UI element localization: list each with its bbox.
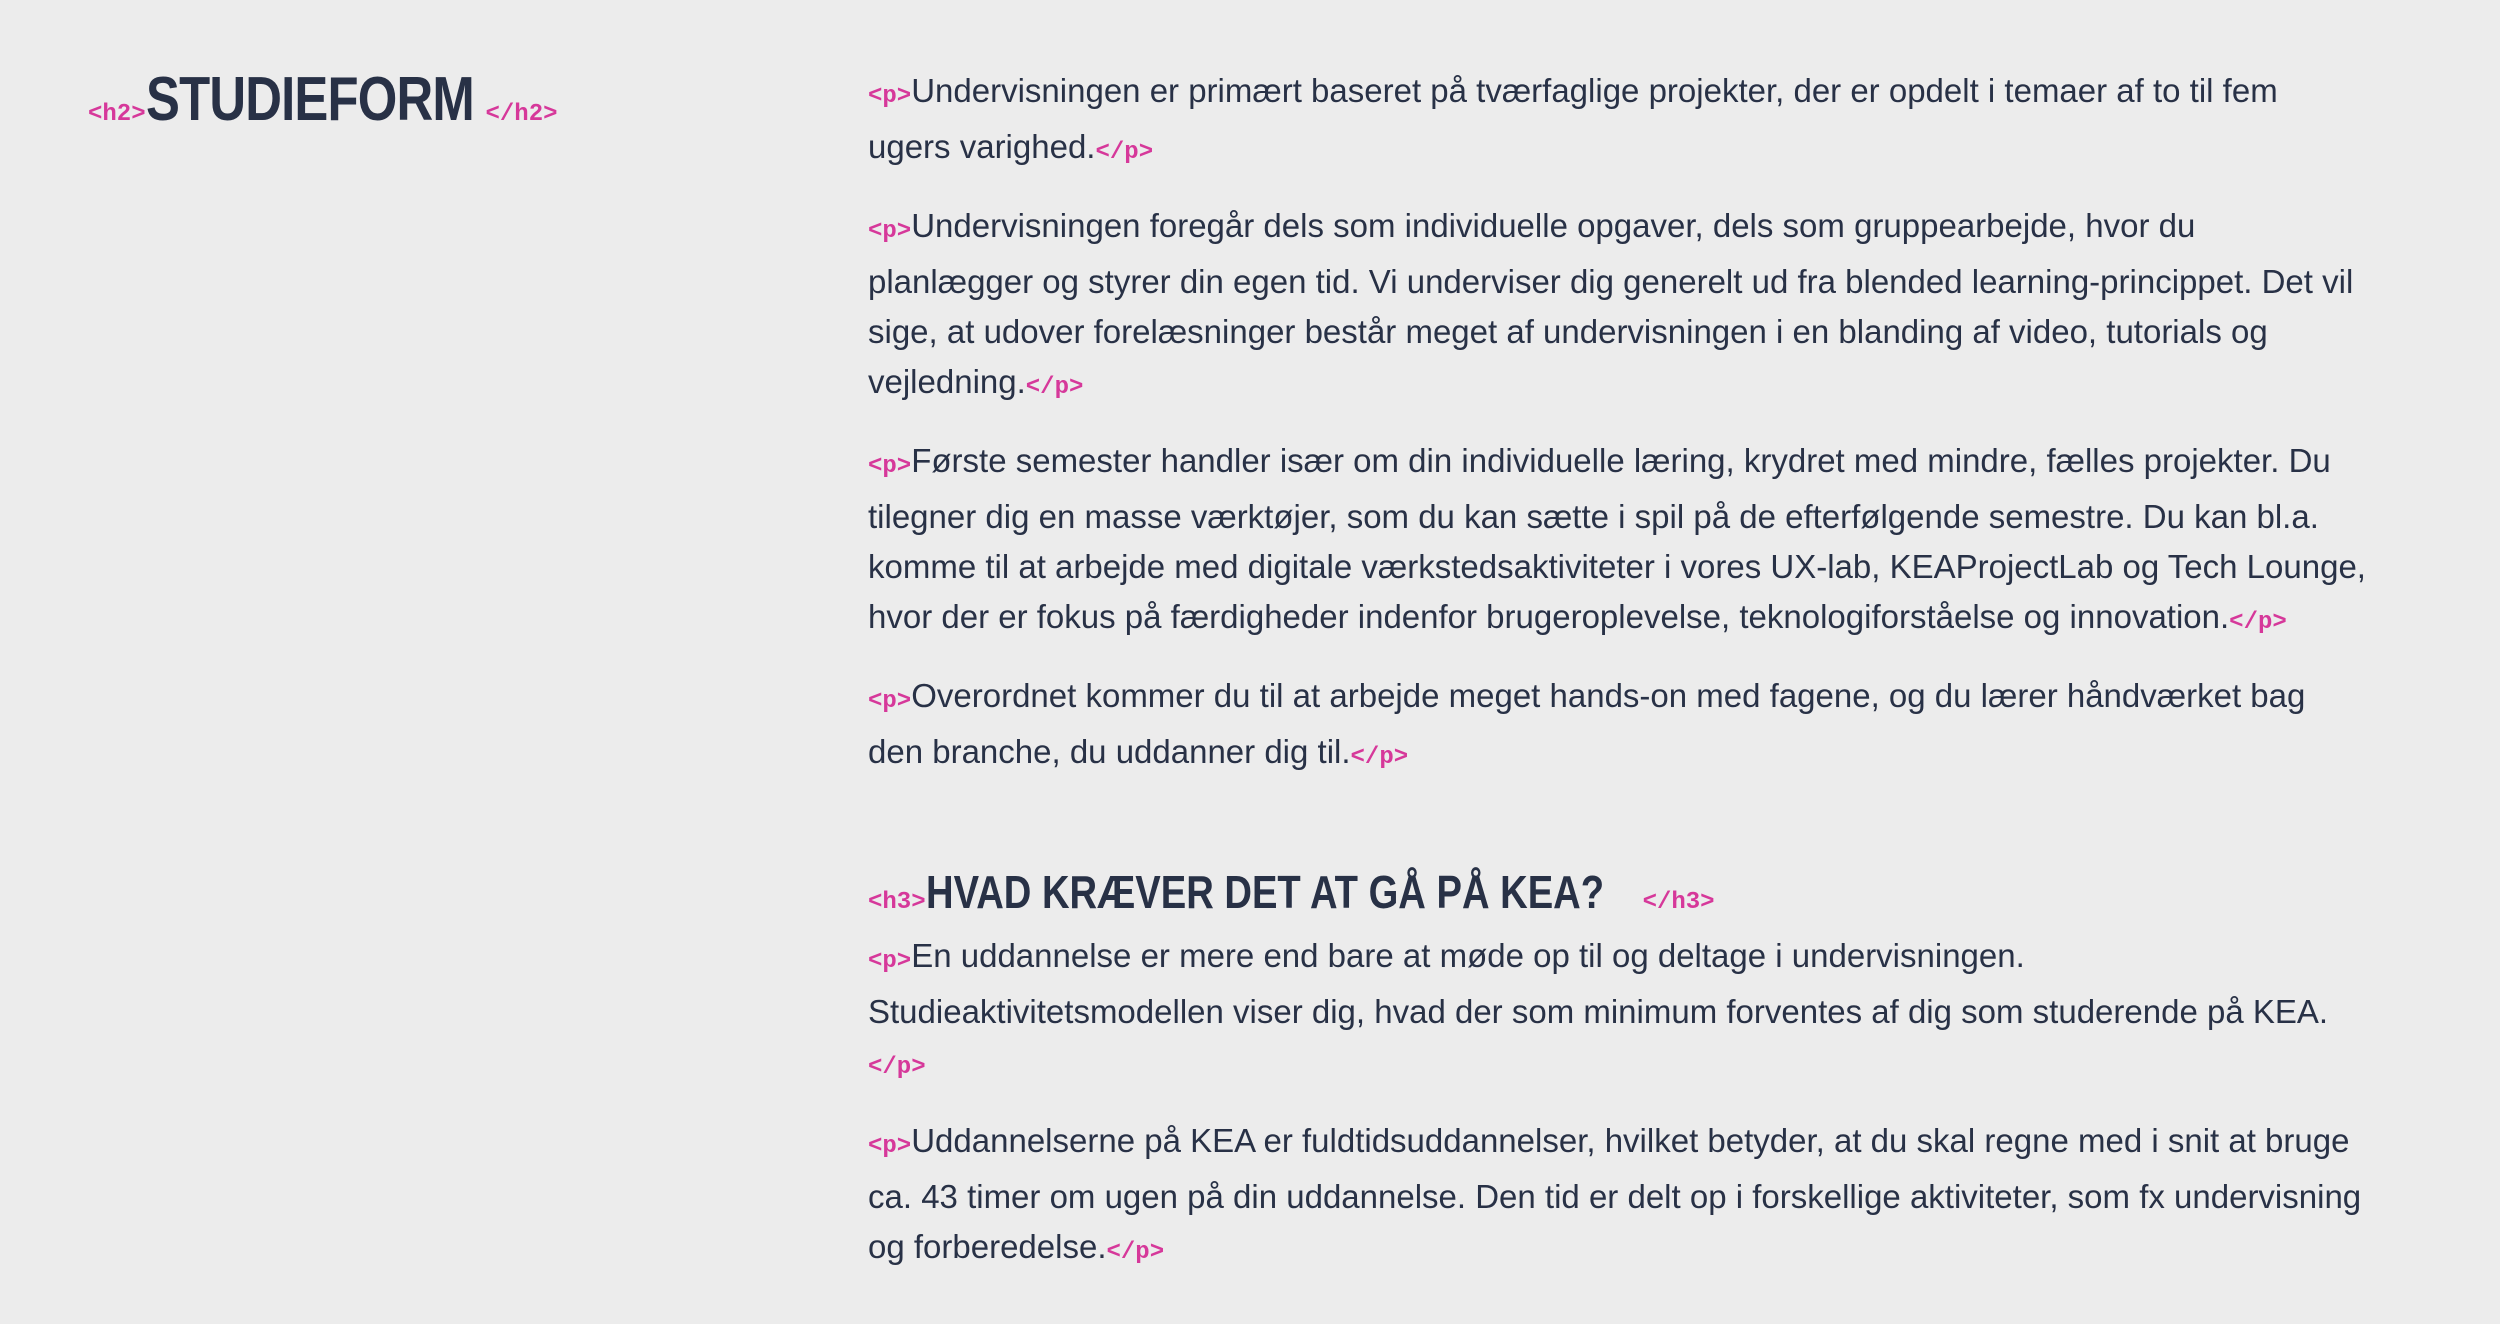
paragraph-text: Første semester handler især om din individuelle læring, krydret med mindre, fælles projekter. Du tilegner dig en masse værktøjer, som du kan sætte i spil på de efterfølgende semestre. Du kan bl.a. komme til at arbejde med digitale værkstedsaktiviteter i vores UX-lab, KEAProjectLab og Tech Lounge, hvor der er fokus på færdigheder indenfor brugeroplevelse, teknologiforståelse og innovation. xyxy=(868,442,2366,635)
page-title: STUDIEFORM xyxy=(145,65,474,134)
p-open-tag: <p> xyxy=(868,83,912,110)
p-close-tag: </p> xyxy=(1350,744,1409,771)
h2-open-tag: <h2> xyxy=(88,101,146,128)
subheading xyxy=(868,865,2368,919)
p-open-tag: <p> xyxy=(868,688,912,715)
p-open-tag: <p> xyxy=(868,948,912,975)
p-open-tag: <p> xyxy=(868,218,912,245)
paragraph xyxy=(868,436,2368,648)
p-close-tag: </p> xyxy=(1106,1239,1165,1266)
p-close-tag: </p> xyxy=(2229,609,2287,636)
p-close-tag: </p> xyxy=(868,1054,926,1081)
paragraph-text: En uddannelse er mere end bare at møde op til og deltage i undervisningen. Studieaktivitetsmodellen viser dig, hvad der som minimum forventes af dig som studerende på KEA. xyxy=(868,937,2329,1030)
h3-open-tag: <h3> xyxy=(868,889,926,916)
paragraph xyxy=(868,66,2368,178)
p-open-tag: <p> xyxy=(868,453,912,480)
p-open-tag: <p> xyxy=(868,1133,912,1160)
subheading-text: HVAD KRÆVER DET AT GÅ PÅ KEA? xyxy=(925,866,1604,918)
paragraph-text: Undervisningen foregår dels som individuelle opgaver, dels som gruppearbejde, hvor du planlægger og styrer din egen tid. Vi underviser dig generelt ud fra blended learning-princippet. Det vil sige, at udover forelæsninger består meget af undervisningen i en blanding af video, tutorials og vejledning. xyxy=(868,207,2354,400)
paragraph-text: Uddannelserne på KEA er fuldtidsuddannelser, hvilket betyder, at du skal regne med i snit at bruge ca. 43 timer om ugen på din uddannelse. Den tid er delt op i forskellige aktiviteter, som fx undervisning og forberedelse. xyxy=(868,1122,2362,1265)
paragraph xyxy=(868,671,2368,783)
section-heading xyxy=(88,64,558,135)
content-column xyxy=(868,66,2368,1301)
p-close-tag: </p> xyxy=(1095,139,1154,166)
paragraph xyxy=(868,201,2368,413)
h3-close-tag: </h3> xyxy=(1642,889,1715,916)
h2-close-tag: </h2> xyxy=(485,101,558,128)
p-close-tag: </p> xyxy=(1025,374,1084,401)
paragraph xyxy=(868,1116,2368,1278)
paragraph xyxy=(868,931,2368,1093)
paragraph-text: Overordnet kommer du til at arbejde meget hands-on med fagene, og du lærer håndværket bag den branche, du uddanner dig til. xyxy=(868,677,2306,770)
paragraph-text: Undervisningen er primært baseret på tværfaglige projekter, der er opdelt i temaer af to til fem ugers varighed. xyxy=(868,72,2278,165)
